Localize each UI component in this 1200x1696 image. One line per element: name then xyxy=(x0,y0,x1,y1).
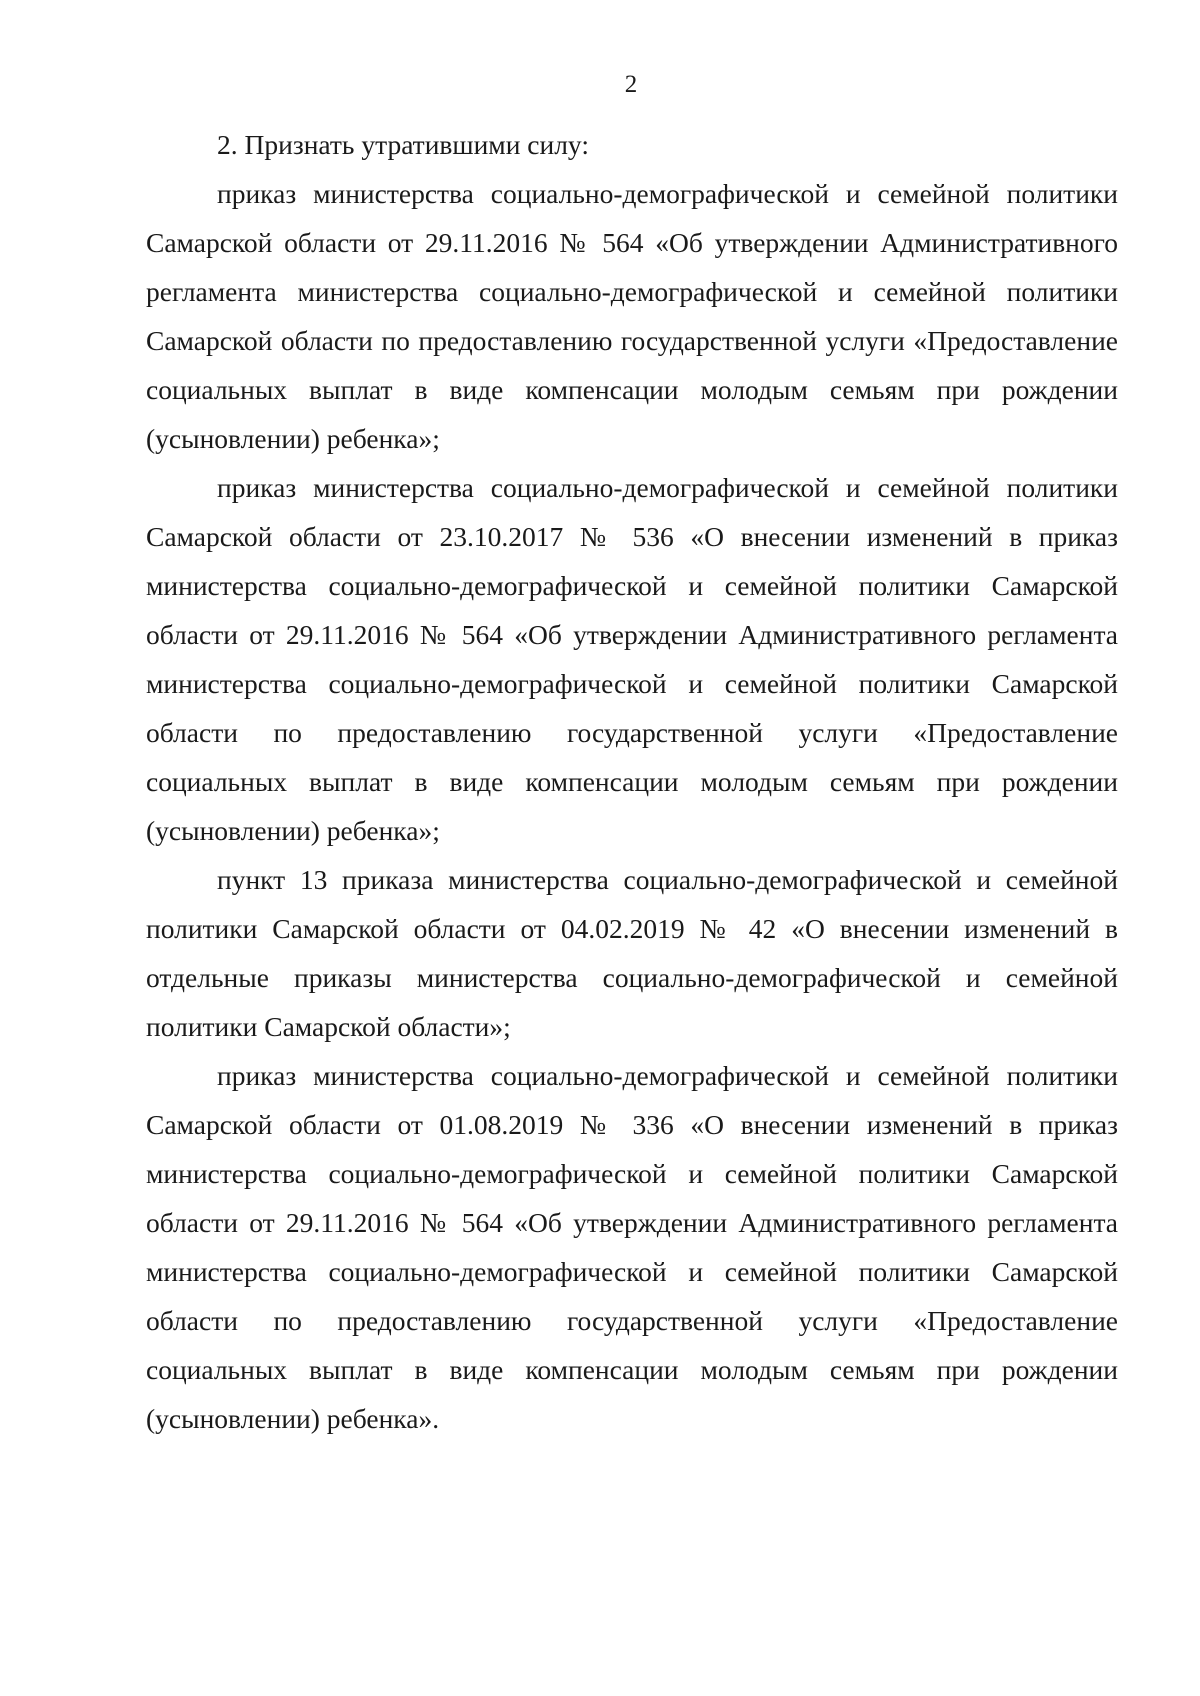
page-number: 2 xyxy=(624,71,638,98)
paragraph-order-42-item-13: пункт 13 приказа министерства социально-демографической и семейной политики Самарской области от 04.02.2019 № 42 «О внесении изменений в отдельные приказы министерства социально-демографической и семейной политики Самарской области»; xyxy=(146,864,1118,1042)
document-body xyxy=(146,120,1118,1443)
paragraph-order-536: приказ министерства социально-демографической и семейной политики Самарской области от 23.10.2017 № 536 «О внесении изменений в приказ министерства социально-демографической и семейной политики Самарской области от 29.11.2016 № 564 «Об утверждении Административного регламента министерства социально-демографической и семейной политики Самарской области по предоставлению государственной услуги «Предоставление социальных выплат в виде компенсации молодым семьям при рождении (усыновлении) ребенка»; xyxy=(146,472,1118,846)
paragraph-item-2-heading: 2. Признать утратившими силу: xyxy=(217,129,589,160)
paragraph-order-564: приказ министерства социально-демографической и семейной политики Самарской области от 29.11.2016 № 564 «Об утверждении Административного регламента министерства социально-демографической и семейной политики Самарской области по предоставлению государственной услуги «Предоставление социальных выплат в виде компенсации молодым семьям при рождении (усыновлении) ребенка»; xyxy=(146,178,1118,454)
paragraph-order-336: приказ министерства социально-демографической и семейной политики Самарской области от 01.08.2019 № 336 «О внесении изменений в приказ министерства социально-демографической и семейной политики Самарской области от 29.11.2016 № 564 «Об утверждении Административного регламента министерства социально-демографической и семейной политики Самарской области по предоставлению государственной услуги «Предоставление социальных выплат в виде компенсации молодым семьям при рождении (усыновлении) ребенка». xyxy=(146,1060,1118,1434)
